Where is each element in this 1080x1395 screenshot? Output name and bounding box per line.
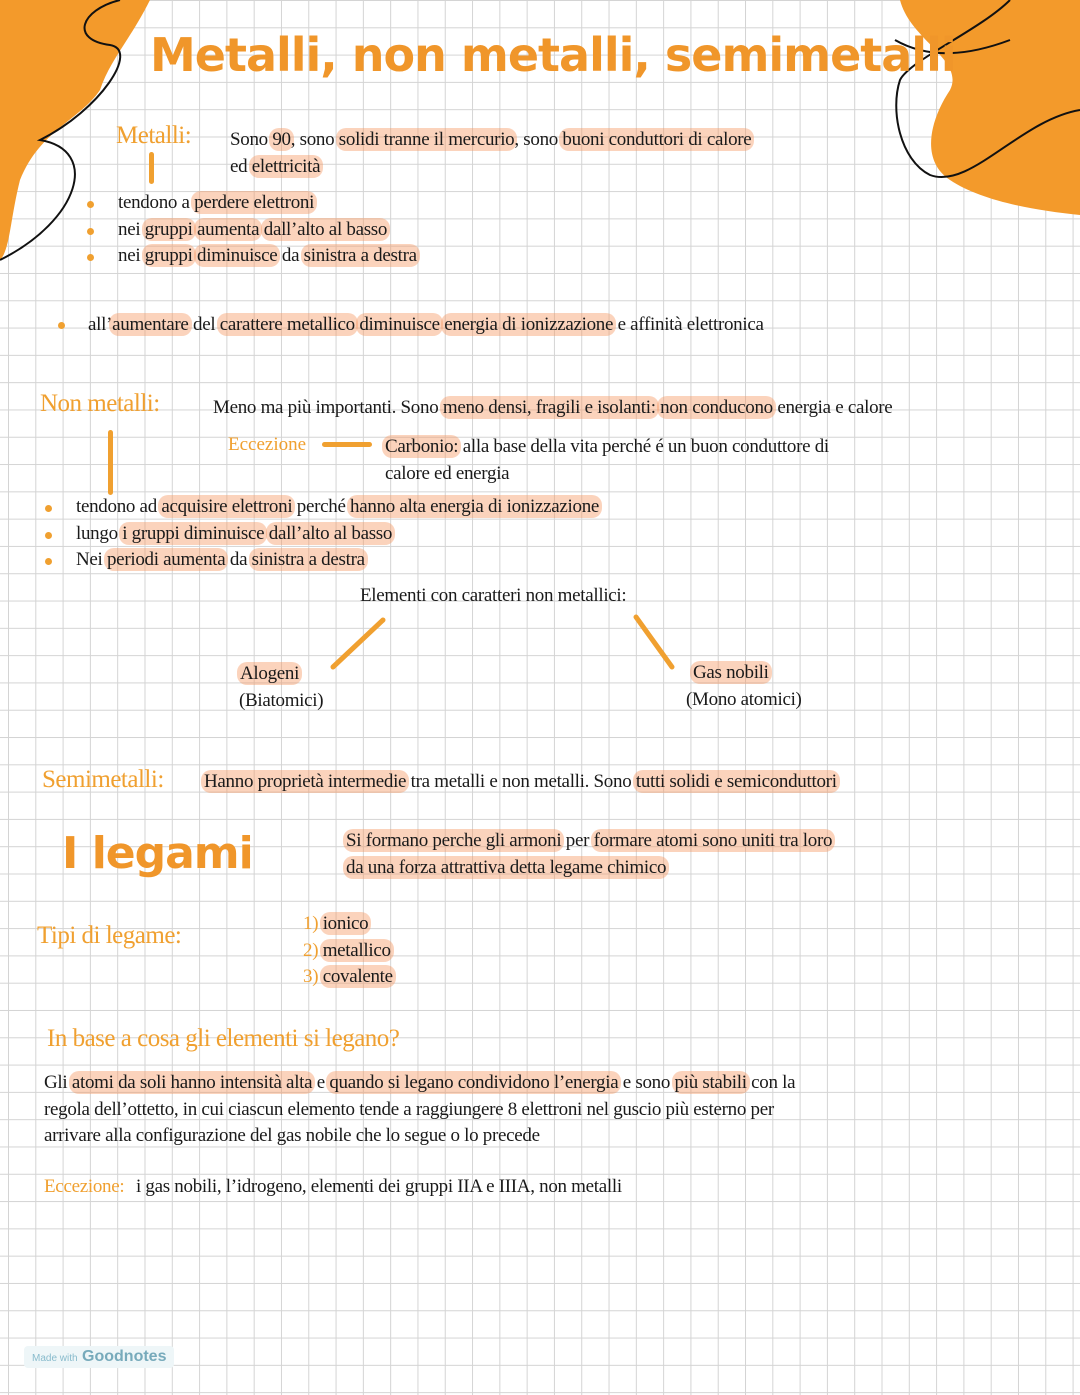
highlighted-text: sinistra a destra [301, 244, 420, 267]
text-segment: ed [230, 156, 252, 177]
text-line [204, 771, 837, 793]
made-with: Made with [32, 1353, 78, 1364]
text-line [44, 1123, 795, 1150]
highlighted-text: tutti solidi e semiconduttori [633, 770, 840, 793]
highlighted-text: buoni conduttori di calore [559, 128, 754, 151]
text-segment: e sono [618, 1072, 675, 1093]
highlighted-text: solidi tranne il mercurio [336, 128, 518, 151]
exception-label: Eccezione [228, 434, 307, 455]
non-metalli-heading: Non metalli: [40, 390, 160, 417]
highlighted-text: 90 [269, 128, 293, 151]
base-exception [136, 1176, 622, 1198]
text-line [44, 1097, 795, 1124]
page-title: Metalli, non metalli, semimetalli [150, 28, 956, 82]
highlighted-text: sinistra a destra [249, 548, 368, 571]
text-segment: tra metalli e non metalli. Sono [406, 771, 636, 792]
base-desc [44, 1070, 795, 1150]
text-segment: per [561, 830, 594, 851]
legame-type [303, 940, 391, 962]
text-segment: nei [118, 245, 145, 267]
highlighted-text: gruppi [142, 218, 196, 241]
goodnotes-badge[interactable] [24, 1346, 174, 1368]
base-exception-label: Eccezione: [44, 1176, 125, 1197]
highlighted-text: quando si legano condividono l’energia [326, 1071, 621, 1094]
highlighted-text: elettricità [249, 155, 323, 178]
text-segment: , sono [514, 129, 563, 150]
highlighted-text: più stabili [672, 1071, 750, 1094]
highlighted-text: Si formano perche gli armoni [343, 829, 564, 852]
tipi-heading: Tipi di legame: [37, 922, 182, 949]
type-name: ionico [320, 912, 372, 935]
highlighted-text: dall’alto al basso [266, 522, 395, 545]
legame-type [303, 966, 393, 988]
legami-heading: I legami [62, 828, 253, 879]
text-line [44, 1070, 795, 1097]
text-segment: energia e calore [772, 397, 893, 418]
highlighted-text: acquisire elettroni [158, 495, 295, 518]
text-line [136, 1176, 622, 1198]
highlighted-text: da una forza attrattiva detta legame chimico [343, 856, 669, 879]
type-number: 1) [303, 913, 319, 934]
alogeni: Alogeni [237, 662, 302, 685]
elements-heading: Elementi con caratteri non metallici: [360, 585, 627, 606]
text-segment: nei [118, 218, 145, 240]
goodnotes-logo: Goodnotes [82, 1348, 167, 1365]
text-line [346, 827, 832, 854]
text-segment: e affinità elettronica [613, 314, 764, 335]
type-number: 2) [303, 939, 319, 961]
highlighted-text: aumentare [109, 313, 191, 336]
text-segment: , sono [290, 129, 339, 150]
text-segment: arrivare alla configurazione del gas nobile che lo segue o lo precede [44, 1125, 540, 1146]
highlighted-text: periodi aumenta [104, 548, 228, 571]
text-segment: i gas nobili, l’idrogeno, elementi dei gruppi IIA e IIIA, non metalli [136, 1176, 622, 1197]
highlighted-text: aumenta [194, 218, 262, 241]
text-segment: Gli [44, 1072, 72, 1093]
semimetalli-heading: Semimetalli: [42, 766, 164, 793]
text-segment: da [225, 549, 252, 571]
type-name: covalente [320, 965, 396, 988]
text-segment: tendono ad [76, 496, 162, 517]
highlighted-text: meno densi, fragili e isolanti: [440, 396, 659, 419]
highlighted-text: perdere elettroni [191, 191, 317, 214]
gas-sub: (Mono atomici) [686, 689, 802, 710]
alogeni-label [240, 663, 299, 685]
text-segment: lungo [76, 522, 123, 544]
text-segment: Nei [76, 549, 107, 571]
highlighted-text: dall’alto al basso [261, 218, 390, 241]
highlighted-text: Carbonio: [382, 435, 461, 458]
text-segment: tendono a [118, 192, 195, 213]
text-segment: del [188, 314, 220, 335]
text-segment: e [312, 1072, 330, 1093]
type-name: metallico [320, 939, 394, 962]
highlighted-text: energia di ionizzazione [441, 313, 616, 336]
text-segment: regola dell’ottetto, in cui ciascun elemento tende a raggiungere 8 elettroni nel guscio più esterno per [44, 1098, 774, 1120]
highlighted-text: diminuisce [194, 244, 280, 267]
text-line [346, 854, 832, 881]
semimetalli-desc [204, 771, 837, 793]
highlighted-text: hanno alta energia di ionizzazione [347, 495, 602, 518]
highlighted-text: atomi da soli hanno intensità alta [69, 1071, 315, 1094]
highlighted-text: formare atomi sono uniti tra loro [591, 829, 836, 852]
highlighted-text: i gruppi diminuisce [119, 522, 267, 545]
text-segment: all’ [88, 314, 113, 335]
type-number: 3) [303, 966, 319, 987]
text-segment: da [277, 245, 304, 267]
text-segment: perché [292, 496, 351, 517]
highlighted-text: diminuisce [356, 313, 442, 336]
legame-type [303, 913, 368, 935]
text-segment: alla base della vita perché é un buon conduttore di [458, 436, 829, 457]
highlighted-text: gruppi [142, 244, 196, 267]
highlighted-text: non conducono [657, 396, 776, 419]
gas-nobili: Gas nobili [690, 661, 772, 684]
text-segment: Meno ma più importanti. Sono [213, 397, 443, 418]
text-segment: calore ed energia [385, 463, 510, 484]
highlighted-text: carattere metallico [217, 313, 358, 336]
text-segment: Sono [230, 129, 273, 150]
highlighted-text: Hanno proprietà intermedie [201, 770, 409, 793]
legami-desc [346, 827, 832, 881]
gas-label [693, 662, 769, 684]
base-heading: In base a cosa gli elementi si legano? [47, 1025, 400, 1052]
metalli-heading: Metalli: [116, 122, 192, 149]
text-segment: con la [746, 1072, 796, 1093]
alogeni-sub: (Biatomici) [239, 690, 324, 711]
